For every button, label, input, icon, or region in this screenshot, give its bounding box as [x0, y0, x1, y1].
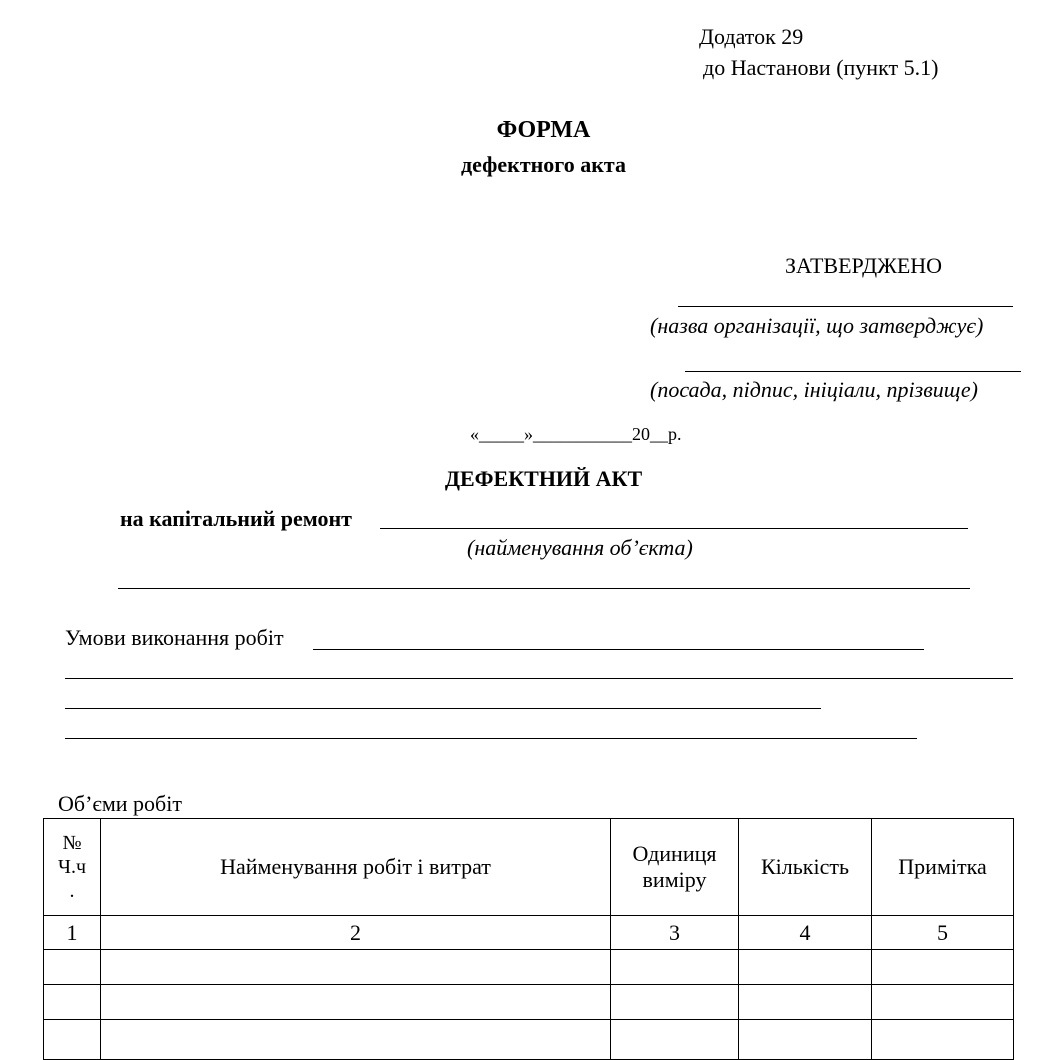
col-header-work-name: Найменування робіт і витрат	[101, 819, 611, 916]
table-row	[44, 950, 1014, 985]
col-number-5: 5	[872, 916, 1014, 950]
col-header-unit: Одиниця виміру	[611, 819, 739, 916]
table-cell[interactable]	[872, 1020, 1014, 1060]
col-header-note: Примітка	[872, 819, 1014, 916]
table-cell[interactable]	[611, 950, 739, 985]
table-cell[interactable]	[101, 985, 611, 1020]
form-title: ФОРМА	[496, 117, 591, 143]
appendix-number: Додаток 29	[699, 24, 804, 49]
approval-date: «_____»___________20__р.	[470, 424, 682, 444]
object-name-line[interactable]	[380, 528, 968, 529]
col-header-quantity: Кількість	[739, 819, 872, 916]
org-name-caption: (назва організації, що затверджує)	[650, 313, 984, 338]
col-number-4: 4	[739, 916, 872, 950]
object-name-line-2[interactable]	[118, 588, 970, 589]
table-cell[interactable]	[44, 985, 101, 1020]
org-name-line[interactable]	[678, 306, 1013, 307]
conditions-label: Умови виконання робіт	[65, 625, 284, 650]
table-cell[interactable]	[611, 1020, 739, 1060]
approved-label: ЗАТВЕРДЖЕНО	[785, 253, 943, 278]
conditions-line-1[interactable]	[313, 649, 924, 650]
signer-caption: (посада, підпис, ініціали, прізвище)	[650, 377, 978, 402]
signer-line[interactable]	[685, 371, 1021, 372]
appendix-reference: до Настанови (пункт 5.1)	[703, 55, 939, 80]
conditions-line-4[interactable]	[65, 738, 917, 739]
table-cell[interactable]	[872, 950, 1014, 985]
conditions-line-2[interactable]	[65, 678, 1013, 679]
col-header-number: № Ч.ч .	[44, 819, 101, 916]
act-title: ДЕФЕКТНИЙ АКТ	[444, 466, 643, 491]
repair-label: на капітальний ремонт	[120, 506, 352, 531]
table-row	[44, 1020, 1014, 1060]
table-cell[interactable]	[44, 950, 101, 985]
object-name-caption: (найменування об’єкта)	[467, 535, 693, 560]
conditions-line-3[interactable]	[65, 708, 821, 709]
table-cell[interactable]	[739, 950, 872, 985]
table-cell[interactable]	[872, 985, 1014, 1020]
col-number-3: 3	[611, 916, 739, 950]
form-subtitle: дефектного акта	[461, 152, 626, 177]
table-number-row	[44, 916, 1014, 950]
volumes-label: Об’єми робіт	[58, 791, 182, 816]
table-cell[interactable]	[101, 950, 611, 985]
table-cell[interactable]	[101, 1020, 611, 1060]
table-cell[interactable]	[611, 985, 739, 1020]
table-row	[44, 985, 1014, 1020]
volumes-table	[43, 818, 1014, 1060]
table-cell[interactable]	[739, 1020, 872, 1060]
col-number-2: 2	[101, 916, 611, 950]
table-cell[interactable]	[44, 1020, 101, 1060]
table-cell[interactable]	[739, 985, 872, 1020]
table-header-row	[44, 819, 1014, 916]
col-number-1: 1	[44, 916, 101, 950]
